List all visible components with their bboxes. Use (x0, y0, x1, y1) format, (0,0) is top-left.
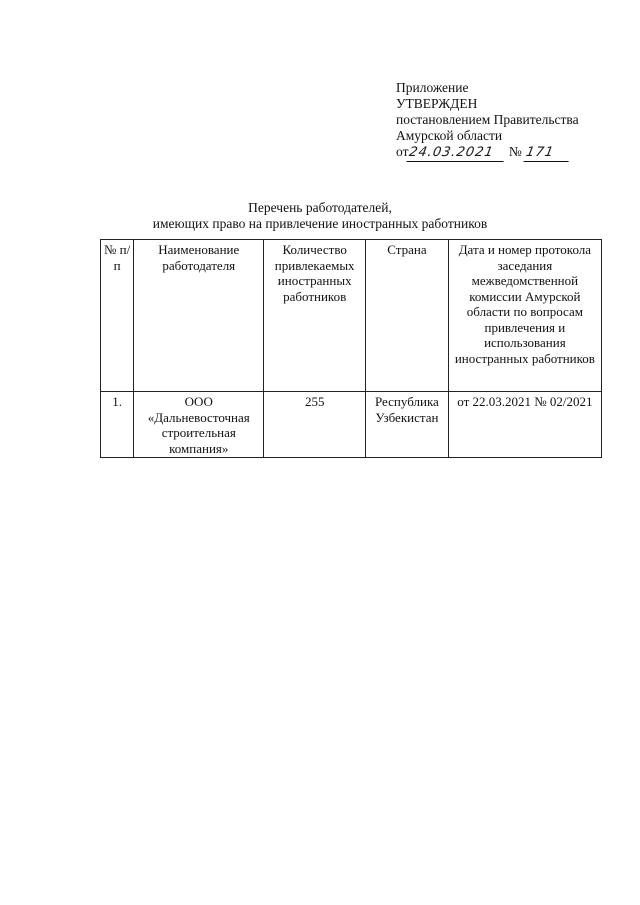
cell-count: 255 (264, 392, 366, 458)
approved-label: УТВЕРЖДЕН (396, 96, 478, 111)
table-header-row (101, 240, 602, 392)
approval-stamp-block (396, 80, 616, 162)
title-line-2: имеющих право на привлечение иностранных работников (152, 216, 488, 231)
header-number: № п/п (101, 240, 134, 392)
appendix-label: Приложение (396, 80, 469, 95)
cell-protocol: от 22.03.2021 № 02/2021 (448, 392, 601, 458)
document-title (0, 200, 640, 232)
number-label: № (508, 144, 522, 159)
header-protocol: Дата и номер протокола заседания межведомственной комиссии Амурской области по вопросам привлечения и использования иностранных работников (448, 240, 601, 392)
handwritten-number: 171 (524, 145, 572, 162)
date-number-line (396, 144, 616, 162)
table-row (101, 392, 602, 458)
header-employer: Наименование работодателя (134, 240, 264, 392)
resolution-label: постановлением Правительства (396, 112, 579, 127)
from-label: от (396, 144, 409, 159)
title-line-1: Перечень работодателей, (248, 200, 392, 215)
employers-table (100, 239, 602, 458)
header-count: Количество привлекаемых иностранных работников (264, 240, 366, 392)
cell-country: Республика Узбекистан (366, 392, 449, 458)
cell-number: 1. (101, 392, 134, 458)
region-label: Амурской области (396, 128, 503, 143)
cell-employer: ООО «Дальневосточная строительная компания» (134, 392, 264, 458)
header-country: Страна (366, 240, 449, 392)
handwritten-date: 24.03.2021 (407, 145, 507, 162)
